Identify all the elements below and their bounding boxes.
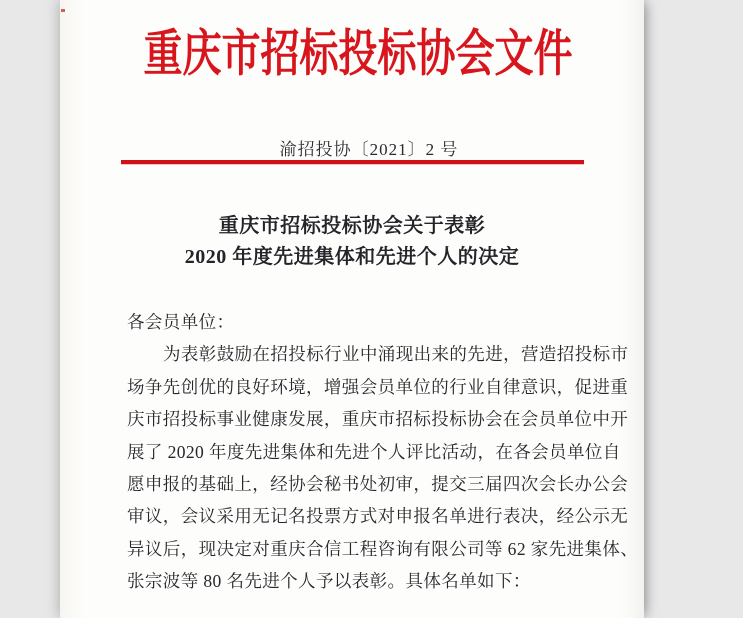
body-line: 张宗波等 80 名先进个人予以表彰。具体名单如下： (127, 571, 531, 592)
body-line: 展了 2020 年度先进集体和先进个人评比活动，在各会员单位自 (127, 441, 621, 462)
document-page (60, 0, 644, 618)
document-title-line1: 重庆市招标投标协会关于表彰 (218, 215, 486, 237)
body-line: 异议后，现决定对重庆合信工程咨询有限公司等 62 家先进集体、 (127, 538, 639, 559)
body-line: 庆市招投标事业健康发展，重庆市招标投标协会在会员单位中开 (127, 409, 629, 430)
red-divider-line (121, 160, 584, 164)
body-paragraph (127, 306, 639, 598)
body-line: 为表彰鼓励在招投标行业中涌现出来的先进，营造招投标市 (163, 344, 629, 365)
document-title-line2: 2020 年度先进集体和先进个人的决定 (184, 246, 520, 268)
salutation-line: 各会员单位： (127, 312, 235, 332)
body-line: 愿申报的基础上，经协会秘书处初审，提交三届四次会长办公会 (127, 474, 629, 495)
scan-artifact-mark (61, 9, 65, 12)
document-number: 渝招投协〔2021〕2 号 (279, 140, 459, 159)
body-line: 审议，会议采用无记名投票方式对申报名单进行表决，经公示无 (127, 506, 629, 527)
red-header-org-title: 重庆市招标投标协会文件 (143, 26, 573, 82)
body-line: 场争先创优的良好环境，增强会员单位的行业自律意识，促进重 (127, 376, 629, 397)
document-title (60, 211, 644, 273)
